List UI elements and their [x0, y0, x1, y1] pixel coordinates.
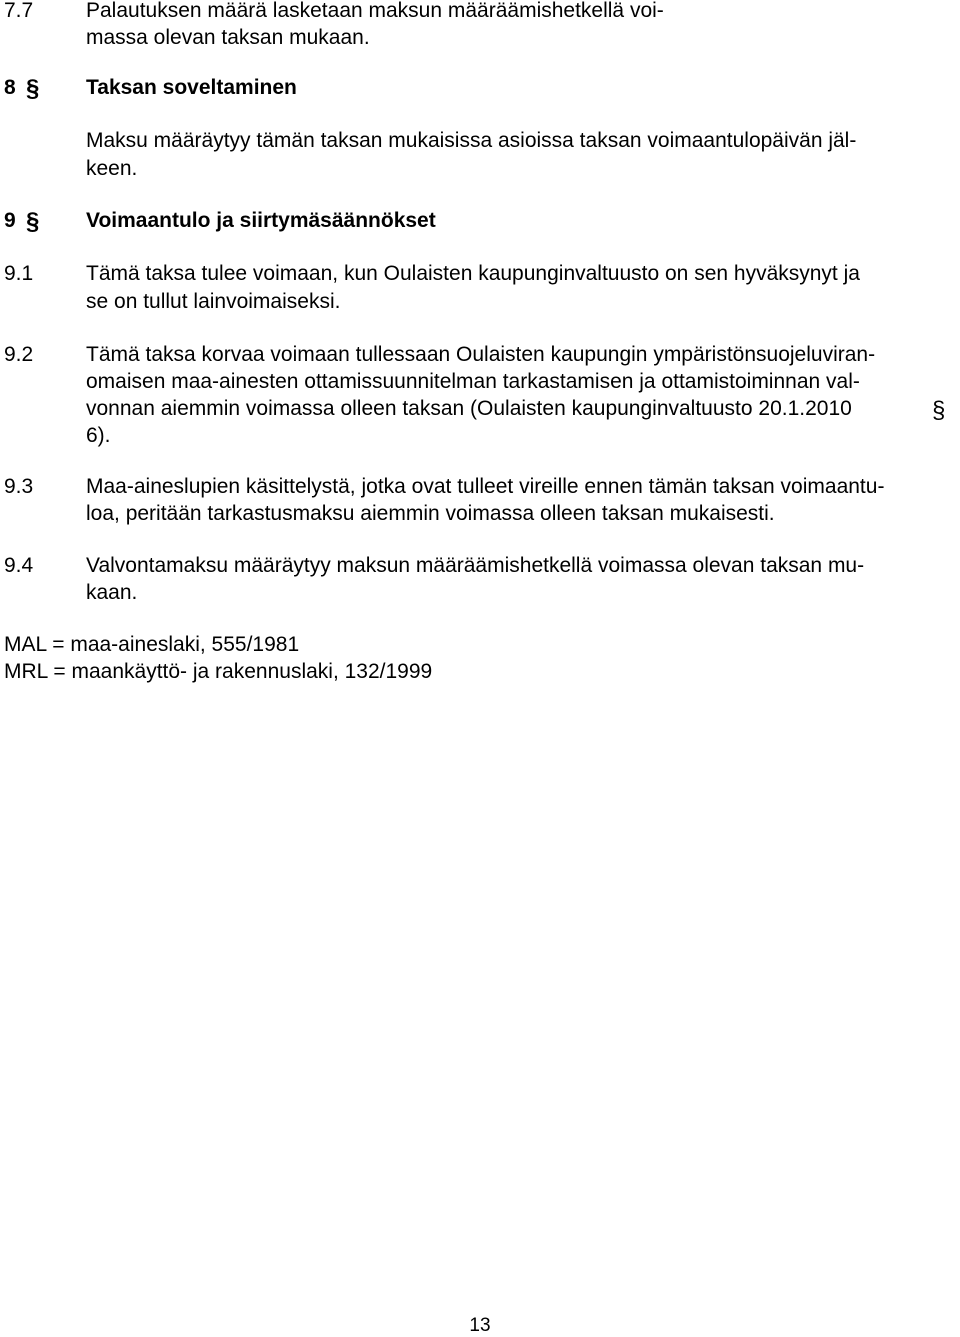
abbreviation-mal: MAL = maa-aineslaki, 555/1981 [4, 633, 300, 656]
abbreviation-mrl: MRL = maankäyttö- ja rakennuslaki, 132/1999 [4, 660, 433, 683]
section-sign: § [26, 208, 40, 235]
section-title: Taksan soveltaminen [86, 76, 297, 99]
paragraph-line: Maa-aineslupien käsittelystä, jotka ovat tulleet vireille ennen tämän taksan voimaantu- [86, 475, 885, 498]
paragraph-line: kaan. [86, 581, 138, 604]
section-title: Voimaantulo ja siirtymäsäännökset [86, 209, 436, 232]
paragraph-line: keen. [86, 157, 138, 180]
paragraph-line: Palautuksen määrä lasketaan maksun määräämishetkellä voi- [86, 0, 664, 22]
paragraph-line: 6). [86, 424, 111, 447]
paragraph-line: loa, peritään tarkastusmaksu aiemmin voimassa olleen taksan mukaisesti. [86, 502, 775, 525]
paragraph-line: vonnan aiemmin voimassa olleen taksan (Oulaisten kaupunginvaltuusto 20.1.2010 [86, 397, 852, 420]
paragraph-line: se on tullut lainvoimaiseksi. [86, 290, 341, 313]
section-sign: § [26, 75, 40, 102]
section-number: 9.1 [4, 262, 34, 285]
section-number: 9.3 [4, 475, 34, 498]
paragraph-line: Tämä taksa korvaa voimaan tullessaan Oulaisten kaupungin ympäristönsuojeluviran- [86, 343, 876, 366]
paragraph-line: Valvontamaksu määräytyy maksun määräämishetkellä voimassa olevan taksan mu- [86, 554, 865, 577]
section-sign: § [932, 397, 946, 424]
section-number: 9.2 [4, 343, 34, 366]
paragraph-line: Maksu määräytyy tämän taksan mukaisissa asioissa taksan voimaantulopäivän jäl- [86, 129, 857, 152]
section-number: 7.7 [4, 0, 34, 22]
section-number: 9.4 [4, 554, 34, 577]
paragraph-line: Tämä taksa tulee voimaan, kun Oulaisten kaupunginvaltuusto on sen hyväksynyt ja [86, 262, 860, 285]
paragraph-line: massa olevan taksan mukaan. [86, 26, 370, 49]
paragraph-line: omaisen maa-ainesten ottamissuunnitelman tarkastamisen ja ottamistoiminnan val- [86, 370, 860, 393]
section-number: 8 [4, 76, 16, 99]
section-number: 9 [4, 209, 16, 232]
page-number: 13 [469, 1315, 491, 1336]
